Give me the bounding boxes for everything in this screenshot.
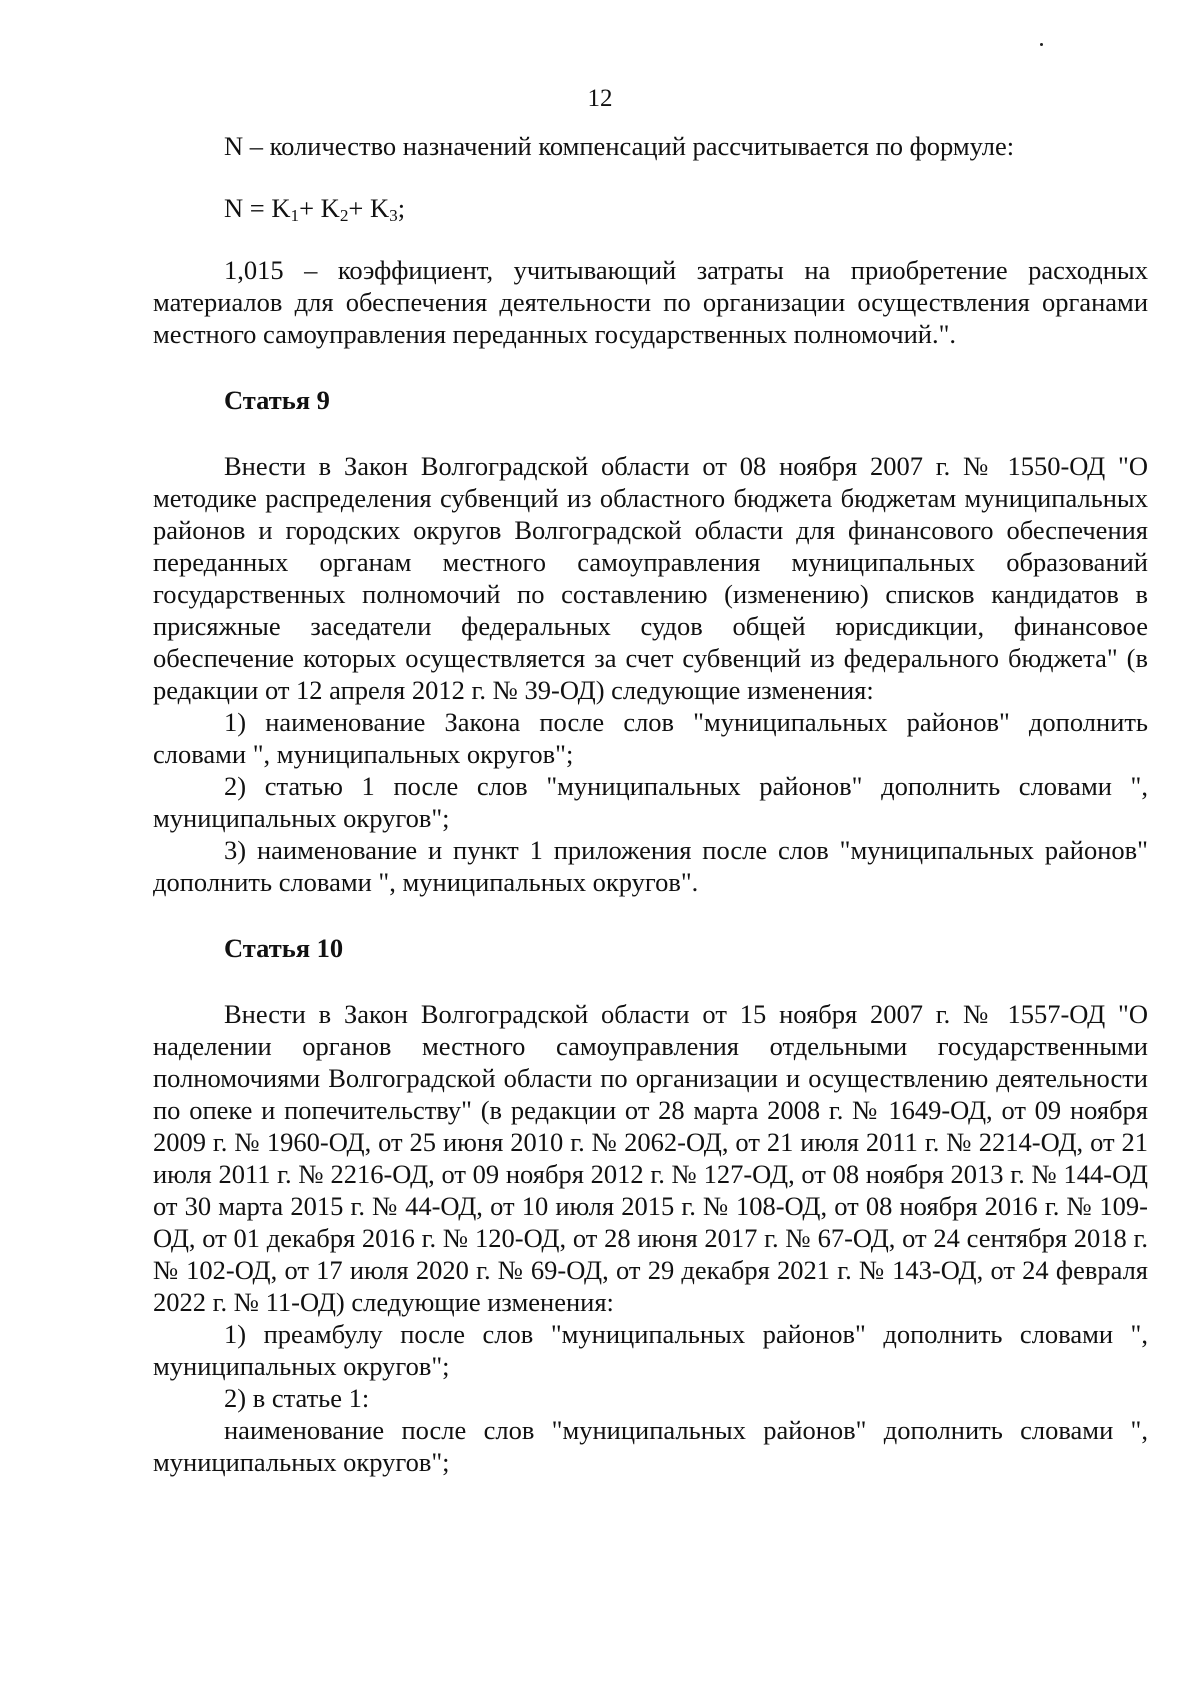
document-body bbox=[153, 130, 1148, 1478]
formula: $N = K_1+ K_2+ K_3$; bbox=[224, 193, 406, 225]
article-10-item-2: 2) в статье 1: bbox=[224, 1383, 370, 1413]
article-9-intro: Внести в Закон Волгоградской области от 08 ноября 2007 г. № 1550-ОД "О методике распределения субвенций из областного бюджета бюджетам муниципальных районов и городских округов Волгоградской области для финансового обеспечения переданных органам местного самоуправления муниципальных образований государственных полномочий по составлению (изменению) списков кандидатов в присяжные заседатели федеральных судов общей юрисдикции, финансовое обеспечение которых осуществляется за счет субвенций из федерального бюджета" (в редакции от 12 апреля 2012 г. № 39-ОД) следующие изменения: bbox=[153, 451, 1148, 705]
article-10-intro: Внести в Закон Волгоградской области от 15 ноября 2007 г. № 1557-ОД "О наделении органов местного самоуправления отдельными государственными полномочиями Волгоградской области по организации и осуществлению деятельности по опеке и попечительству" (в редакции от 28 марта 2008 г. № 1649-ОД, от 09 ноября 2009 г. № 1960-ОД, от 25 июня 2010 г. № 2062-ОД, от 21 июля 2011 г. № 2214-ОД, от 21 июля 2011 г. № 2216-ОД, от 09 ноября 2012 г. № 127-ОД, от 08 ноября 2013 г. № 144-ОД от 30 марта 2015 г. № 44-ОД, от 10 июля 2015 г. № 108-ОД, от 08 ноября 2016 г. № 109-ОД, от 01 декабря 2016 г. № 120-ОД, от 28 июня 2017 г. № 67-ОД, от 24 сентября 2018 г. № 102-ОД, от 17 июля 2020 г. № 69-ОД, от 29 декабря 2021 г. № 143-ОД, от 24 февраля 2022 г. № 11-ОД) следующие изменения: bbox=[153, 999, 1148, 1317]
page-number: 12 bbox=[587, 85, 613, 112]
article-10-heading: Статья 10 bbox=[224, 933, 344, 963]
article-9-item-3: 3) наименование и пункт 1 приложения после слов "муниципальных районов" дополнить словами ", муниципальных округов". bbox=[153, 835, 1148, 897]
n-definition: N – количество назначений компенсаций рассчитывается по формуле: bbox=[224, 131, 1015, 161]
article-9-heading: Статья 9 bbox=[224, 385, 330, 415]
article-10-item-1: 1) преамбулу после слов "муниципальных районов" дополнить словами ", муниципальных округов"; bbox=[153, 1319, 1148, 1381]
scan-speck bbox=[1040, 43, 1043, 46]
coefficient-paragraph: 1,015 – коэффициент, учитывающий затраты на приобретение расходных материалов для обеспечения деятельности по организации осуществления органами местного самоуправления переданных государственных полномочий.". bbox=[153, 255, 1148, 349]
article-9-item-1: 1) наименование Закона после слов "муниципальных районов" дополнить словами ", муниципальных округов"; bbox=[153, 707, 1148, 769]
article-10-item-2-text: наименование после слов "муниципальных районов" дополнить словами ", муниципальных округов"; bbox=[153, 1415, 1148, 1477]
article-9-item-2: 2) статью 1 после слов "муниципальных районов" дополнить словами ", муниципальных округов"; bbox=[153, 771, 1148, 833]
